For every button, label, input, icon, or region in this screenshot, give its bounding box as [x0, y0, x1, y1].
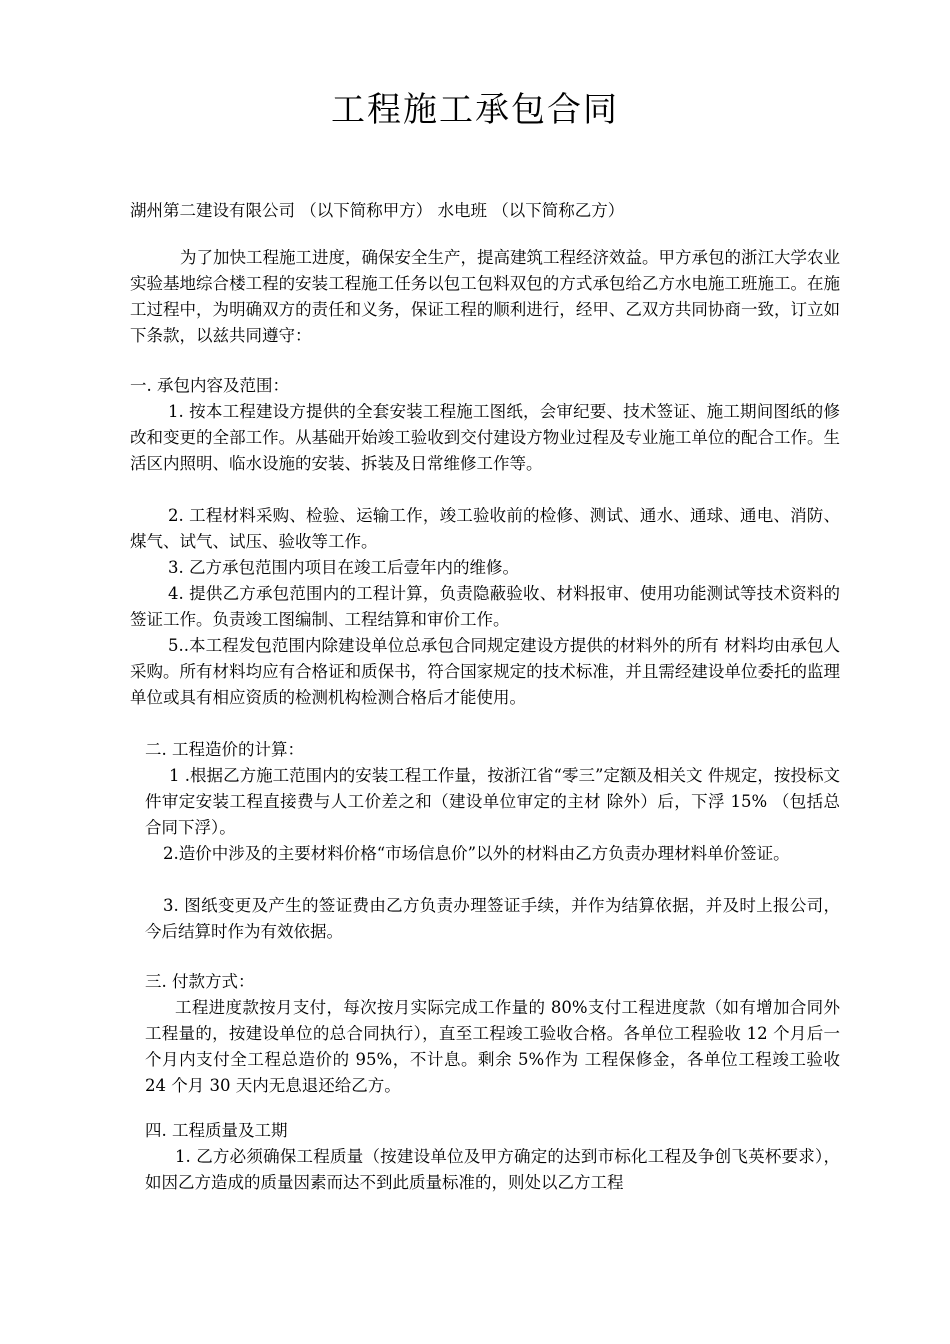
- document-title: 工程施工承包合同: [331, 90, 619, 130]
- section-1-item-4: 4. 提供乙方承包范围内的工程计算，负责隐蔽验收、材料报审、使用功能测试等技术资料的签证工作。负责竣工图编制、工程结算和审价工作。: [130, 584, 840, 629]
- section-2-item-2: 2.造价中涉及的主要材料价格“市场信息价”以外的材料由乙方负责办理材料单价签证。: [163, 844, 790, 863]
- section-3-paragraph: 工程进度款按月支付，每次按月实际完成工作量的 80%支付工程进度款（如有增加合同外工程量的，按建设单位的总合同执行），直至工程竣工验收合格。各单位工程验收 12 个月后一个月内支付全工程总造价的 95%，不计息。剩余 5%作为 工程保修金，各单位工程竣工验收 24 个月 30 天内无息退还给乙方。: [145, 998, 840, 1095]
- section-1-item-1: 1. 按本工程建设方提供的全套安装工程施工图纸，会审纪要、技术签证、施工期间图纸的修改和变更的全部工作。从基础开始竣工验收到交付建设方物业过程及专业施工单位的配合工作。生活区内照明、临水设施的安装、拆装及日常维修工作等。: [130, 402, 840, 473]
- section-1-item-5: 5..本工程发包范围内除建设单位总承包合同规定建设方提供的材料外的所有 材料均由承包人采购。所有材料均应有合格证和质保书，符合国家规定的技术标准，并且需经建设单位委托的监理单位或具有相应资质的检测机构检测合格后才能使用。: [130, 636, 840, 707]
- section-1-item-3: 3. 乙方承包范围内项目在竣工后壹年内的维修。: [168, 558, 519, 577]
- section-2-item-3: 3. 图纸变更及产生的签证费由乙方负责办理签证手续，并作为结算依据，并及时上报公司，今后结算时作为有效依据。: [145, 896, 840, 941]
- section-4-item-1: 1. 乙方必须确保工程质量（按建设单位及甲方确定的达到市标化工程及争创飞英杯要求），如因乙方造成的质量因素而达不到此质量标准的，则处以乙方工程: [145, 1147, 840, 1192]
- intro-paragraph: 为了加快工程施工进度，确保安全生产，提高建筑工程经济效益。甲方承包的浙江大学农业实验基地综合楼工程的安装工程施工任务以包工包料双包的方式承包给乙方水电施工班施工。在施工过程中，为明确双方的责任和义务，保证工程的顺利进行，经甲、乙双方共同协商一致，订立如下条款，以兹共同遵守：: [130, 248, 840, 345]
- section-1-item-2: 2. 工程材料采购、检验、运输工作，竣工验收前的检修、测试、通水、通球、通电、消防、煤气、试气、试压、验收等工作。: [130, 506, 840, 551]
- section-3-heading: 三. 付款方式：: [145, 972, 255, 991]
- section-1-heading: 一. 承包内容及范围：: [130, 376, 289, 395]
- contract-parties: 湖州第二建设有限公司 （以下简称甲方） 水电班 （以下简称乙方）: [130, 201, 625, 220]
- section-2-item-1: 1 .根据乙方施工范围内的安装工程工作量，按浙江省“零三”定额及相关文 件规定，按投标文件审定安装工程直接费与人工价差之和（建设单位审定的主材 除外）后，下浮 15% （包括总合同下浮）。: [145, 766, 840, 837]
- section-4-heading: 四. 工程质量及工期: [145, 1121, 288, 1140]
- section-2-heading: 二. 工程造价的计算：: [145, 740, 304, 759]
